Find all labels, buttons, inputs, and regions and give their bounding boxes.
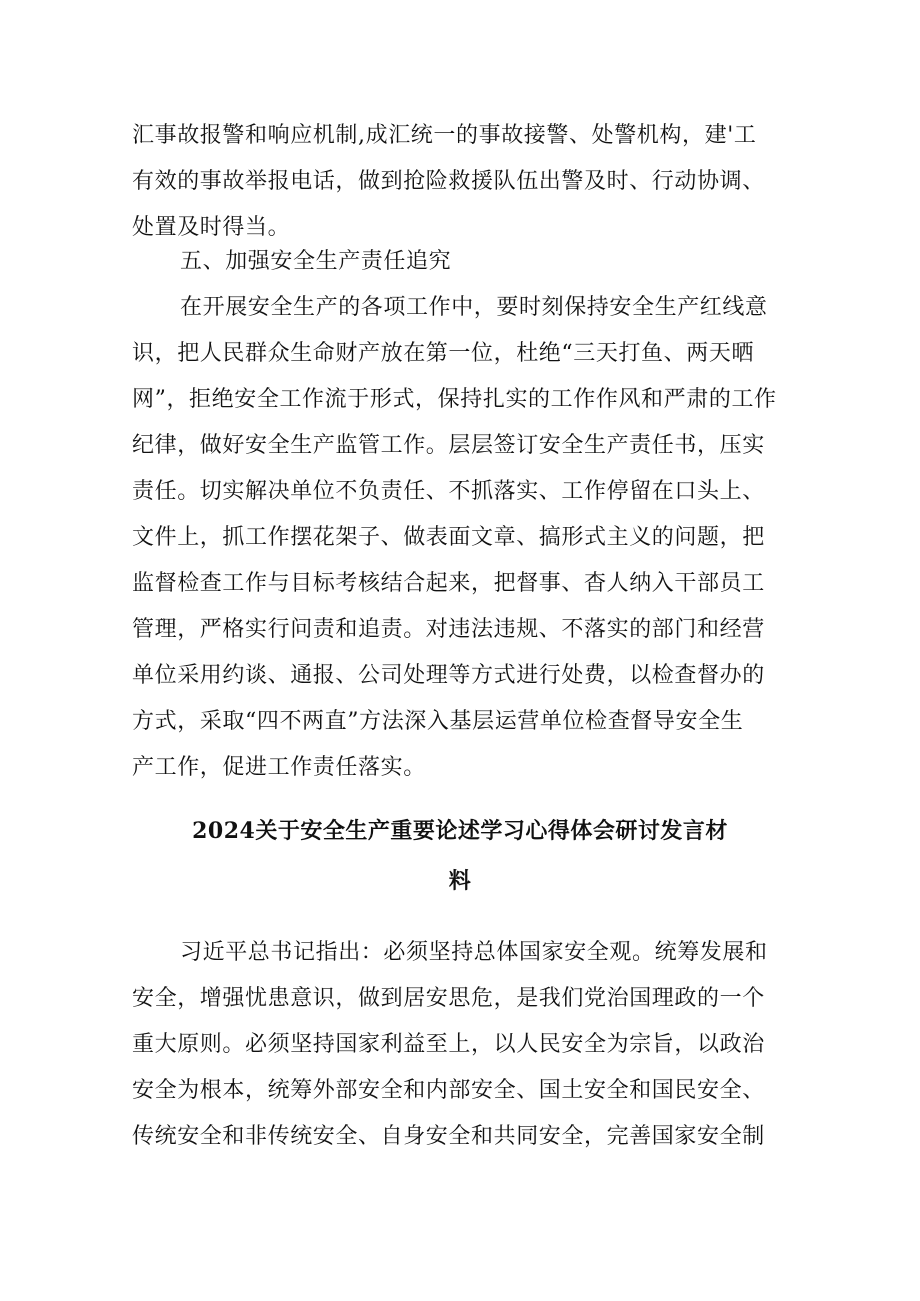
article-paragraph (132, 930, 792, 1160)
article-title (140, 806, 780, 906)
text-line: 安全，增强忧患意识，做到居安思危，是我们党治国理政的一个 (132, 986, 765, 1011)
text-line: 汇事故报警和响应机制,成汇统一的事故接警、处警机构，建'工 (132, 123, 757, 148)
section-heading: 五、加强安全生产责任追究 (180, 249, 452, 274)
text-line: 习近平总书记指出：必须坚持总体国家安全观。统筹发展和 (180, 940, 768, 965)
text-line: 在开展安全生产的各项工作中，要时刻保持安全生产红线意 (180, 295, 768, 320)
text-line: 管理，严格实行问责和追责。对违法违规、不落实的部门和经营 (132, 617, 765, 642)
text-line: 文件上，抓工作摆花架子、做表面文章、搞形式主义的问题，把 (132, 525, 765, 550)
text-line: 监督检查工作与目标考核结合起来，把督事、杳人纳入干部员工 (132, 571, 765, 596)
text-line: 单位采用约谈、通报、公司处理等方式进行处费，以检查督办的 (132, 663, 765, 688)
text-line: 安全为根本，统筹外部安全和内部安全、国土安全和国民安全、 (132, 1078, 765, 1103)
text-line: 有效的事故举报电话，做到抢险救援队伍出警及时、行动协调、 (132, 169, 765, 194)
continuation-paragraph (132, 113, 792, 251)
text-line: 责任。切实解决单位不负责任、不抓落实、工作停留在口头上、 (132, 479, 765, 504)
text-line: 识，把人民群众生命财产放在第一位，杜绝“三天打鱼、两天晒 (132, 341, 755, 366)
section-paragraph (132, 285, 792, 791)
title-line: 料 (448, 868, 472, 894)
text-line: 网”，拒绝安全工作流于形式，保持扎实的工作作风和严肃的工作 (132, 387, 777, 412)
title-line: 2024关于安全生产重要论述学习心得体会研讨发言材 (192, 818, 728, 844)
text-line: 方式，采取“四不两直”方法深入基层运营单位检查督导安全生 (132, 709, 744, 734)
text-line: 传统安全和非传统安全、自身安全和共同安全，完善国家安全制 (132, 1124, 765, 1149)
text-line: 重大原则。必须坚持国家利益至上，以人民安全为宗旨，以政治 (132, 1032, 765, 1057)
text-line: 产工作，促进工作责任落实。 (132, 755, 426, 780)
text-line: 纪律，做好安全生产监管工作。层层签订安全生产责任书，压实 (132, 433, 765, 458)
text-line: 处置及时得当。 (132, 215, 291, 240)
